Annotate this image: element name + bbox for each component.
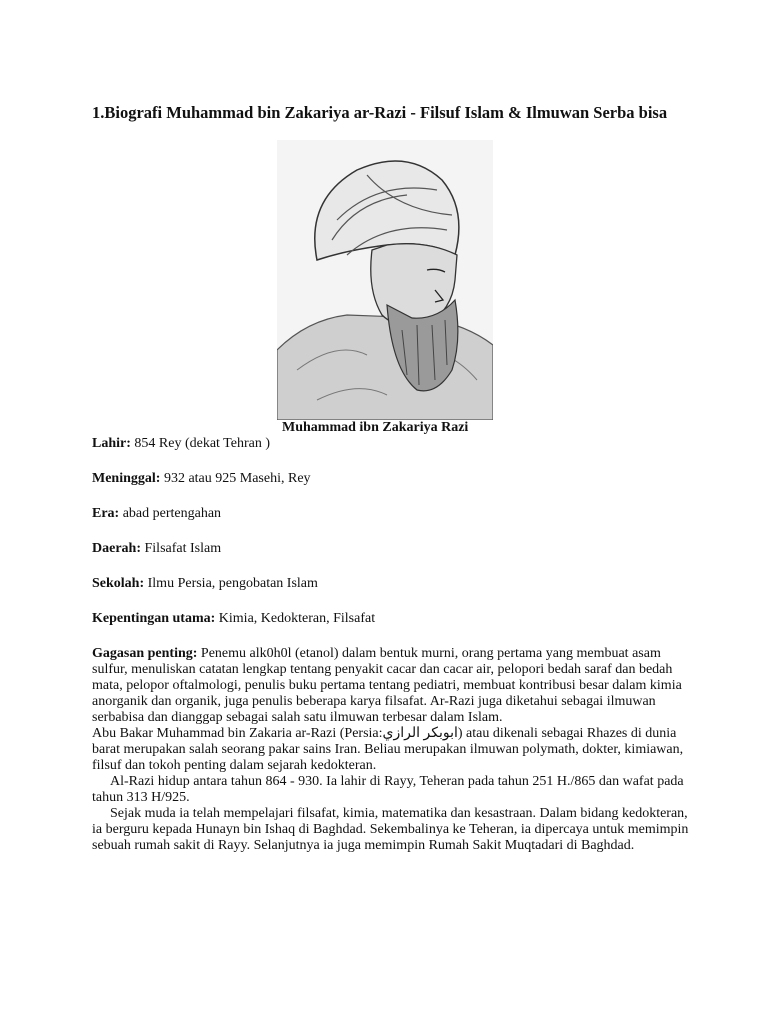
field-value: 932 atau 925 Masehi, Rey: [160, 471, 311, 486]
field-value: Kimia, Kedokteran, Filsafat: [215, 611, 376, 626]
field-label: Gagasan penting:: [92, 646, 198, 661]
field-notable-ideas: [92, 646, 692, 726]
portrait-caption: Muhammad ibn Zakariya Razi: [282, 420, 469, 435]
field-value: Penemu alk0h0l (etanol) dalam bentuk murni, orang pertama yang membuat asam sulfur, menuliskan catatan lengkap tentang penyakit cacar dan cacar air, pelopori bedah saraf dan bedah mata, pelopor oftalmologi, penulis buku pertama tentang pediatri, membuat kontribusi besar dalam kimia anorganik dan organik, juga penulis beberapa karya filsafat. Ar-Razi juga diketahui sebagai ilmuwan serbabisa dan dianggap sebagai salah satu ilmuwan terbesar dalam Islam.: [92, 646, 682, 725]
field-died: [92, 471, 692, 487]
paragraph-life: Al-Razi hidup antara tahun 864 - 930. Ia lahir di Rayy, Teheran pada tahun 251 H./865 dan wafat pada tahun 313 H/925.: [92, 774, 684, 805]
portrait-image: [277, 140, 493, 420]
field-school: [92, 576, 692, 592]
field-label: Meninggal:: [92, 471, 161, 486]
document-page: [92, 103, 692, 854]
field-label: Kepentingan utama:: [92, 611, 216, 626]
document-title: 1.Biografi Muhammad bin Zakariya ar-Razi - Filsuf Islam & Ilmuwan Serba bisa: [92, 103, 668, 122]
field-main-interests: [92, 611, 692, 627]
paragraph-intro: Abu Bakar Muhammad bin Zakaria ar-Razi (Persia:ابوبكر الرازي) atau dikenali sebagai Rhazes di dunia barat merupakan salah seorang pakar sains Iran. Beliau merupakan ilmuwan polymath, dokter, kimiawan, filsuf dan tokoh penting dalam sejarah kedokteran.: [92, 726, 684, 773]
field-label: Daerah:: [92, 541, 141, 556]
field-label: Lahir:: [92, 436, 131, 451]
biography-fields: [92, 436, 692, 726]
field-era: [92, 506, 692, 522]
field-value: 854 Rey (dekat Tehran ): [130, 436, 270, 451]
field-label: Sekolah:: [92, 576, 145, 591]
field-born: [92, 436, 692, 452]
paragraph-education: Sejak muda ia telah mempelajari filsafat, kimia, matematika dan kesastraan. Dalam bidang kedokteran, ia berguru kepada Hunayn bin Ishaq di Baghdad. Sekembalinya ke Teheran, ia dipercaya untuk memimpin sebuah rumah sakit di Rayy. Selanjutnya ia juga memimpin Rumah Sakit Muqtadari di Baghdad.: [92, 806, 689, 853]
field-value: Ilmu Persia, pengobatan Islam: [144, 576, 318, 591]
field-label: Era:: [92, 506, 120, 521]
field-value: abad pertengahan: [119, 506, 222, 521]
portrait-sketch-icon: [277, 140, 493, 420]
field-region: [92, 541, 692, 557]
field-value: Filsafat Islam: [141, 541, 222, 556]
